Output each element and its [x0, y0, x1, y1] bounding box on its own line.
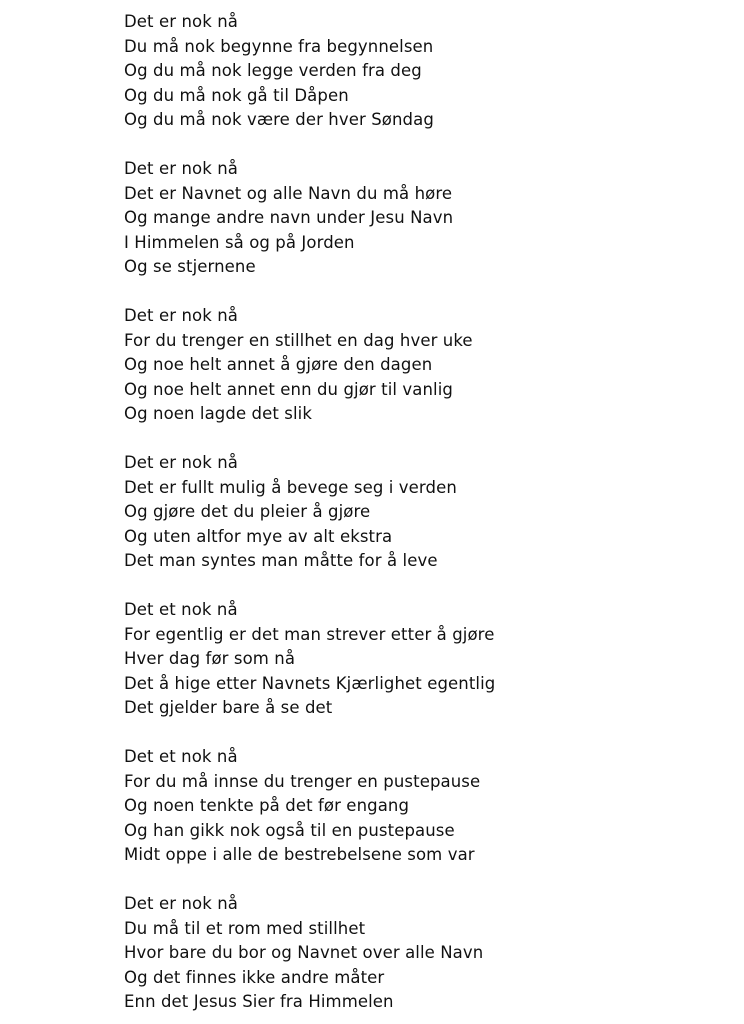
poem-line: For egentlig er det man strever etter å gjøre [124, 624, 495, 644]
poem-line: For du må innse du trenger en pustepause [124, 771, 481, 791]
stanza-1 [124, 10, 495, 133]
poem-line: Og noen tenkte på det før engang [124, 796, 410, 815]
poem-line: Og det finnes ikke andre måter [124, 967, 385, 987]
poem-line: Og se stjernene [124, 257, 256, 276]
poem-line: Det er Navnet og alle Navn du må høre [124, 183, 453, 203]
poem-line: Og du må nok legge verden fra deg [124, 61, 422, 80]
poem-line: Det er nok nå [124, 894, 238, 913]
stanza-2 [124, 157, 495, 280]
stanza-7 [124, 892, 495, 1015]
poem-line: Og du må nok gå til Dåpen [124, 85, 349, 105]
poem-line: Og mange andre navn under Jesu Navn [124, 208, 454, 227]
poem-line: Det et nok nå [124, 600, 238, 619]
poem-line: Det er nok nå [124, 12, 238, 31]
poem-text [124, 10, 495, 1015]
poem-line: For du trenger en stillhet en dag hver uke [124, 330, 473, 350]
poem-line: Det er nok nå [124, 306, 238, 325]
poem-line: Det man syntes man måtte for å leve [124, 551, 438, 570]
poem-line: I Himmelen så og på Jorden [124, 232, 355, 252]
poem-line: Du må nok begynne fra begynnelsen [124, 36, 434, 56]
poem-line: Det er fullt mulig å bevege seg i verden [124, 477, 457, 497]
stanza-3 [124, 304, 495, 427]
poem-line: Og noe helt annet å gjøre den dagen [124, 355, 433, 374]
poem-line: Hver dag før som nå [124, 649, 296, 668]
poem-line: Og han gikk nok også til en pustepause [124, 820, 455, 840]
poem-line: Og du må nok være der hver Søndag [124, 110, 434, 129]
poem-line: Det et nok nå [124, 747, 238, 766]
poem-line: Og uten altfor mye av alt ekstra [124, 526, 393, 546]
poem-line: Det gjelder bare å se det [124, 698, 333, 717]
poem-line: Det er nok nå [124, 453, 238, 472]
stanza-6 [124, 745, 495, 868]
poem-line: Du må til et rom med stillhet [124, 918, 366, 938]
poem-line: Og noe helt annet enn du gjør til vanlig [124, 379, 453, 399]
poem-line: Og gjøre det du pleier å gjøre [124, 502, 371, 521]
poem-line: Enn det Jesus Sier fra Himmelen [124, 992, 394, 1011]
poem-line: Det er nok nå [124, 159, 238, 178]
poem-line: Hvor bare du bor og Navnet over alle Navn [124, 943, 484, 962]
poem-line: Midt oppe i alle de bestrebelsene som var [124, 845, 475, 864]
poem-line: Det å hige etter Navnets Kjærlighet egentlig [124, 673, 496, 693]
poem-line: Og noen lagde det slik [124, 404, 313, 423]
stanza-5 [124, 598, 495, 721]
stanza-4 [124, 451, 495, 574]
